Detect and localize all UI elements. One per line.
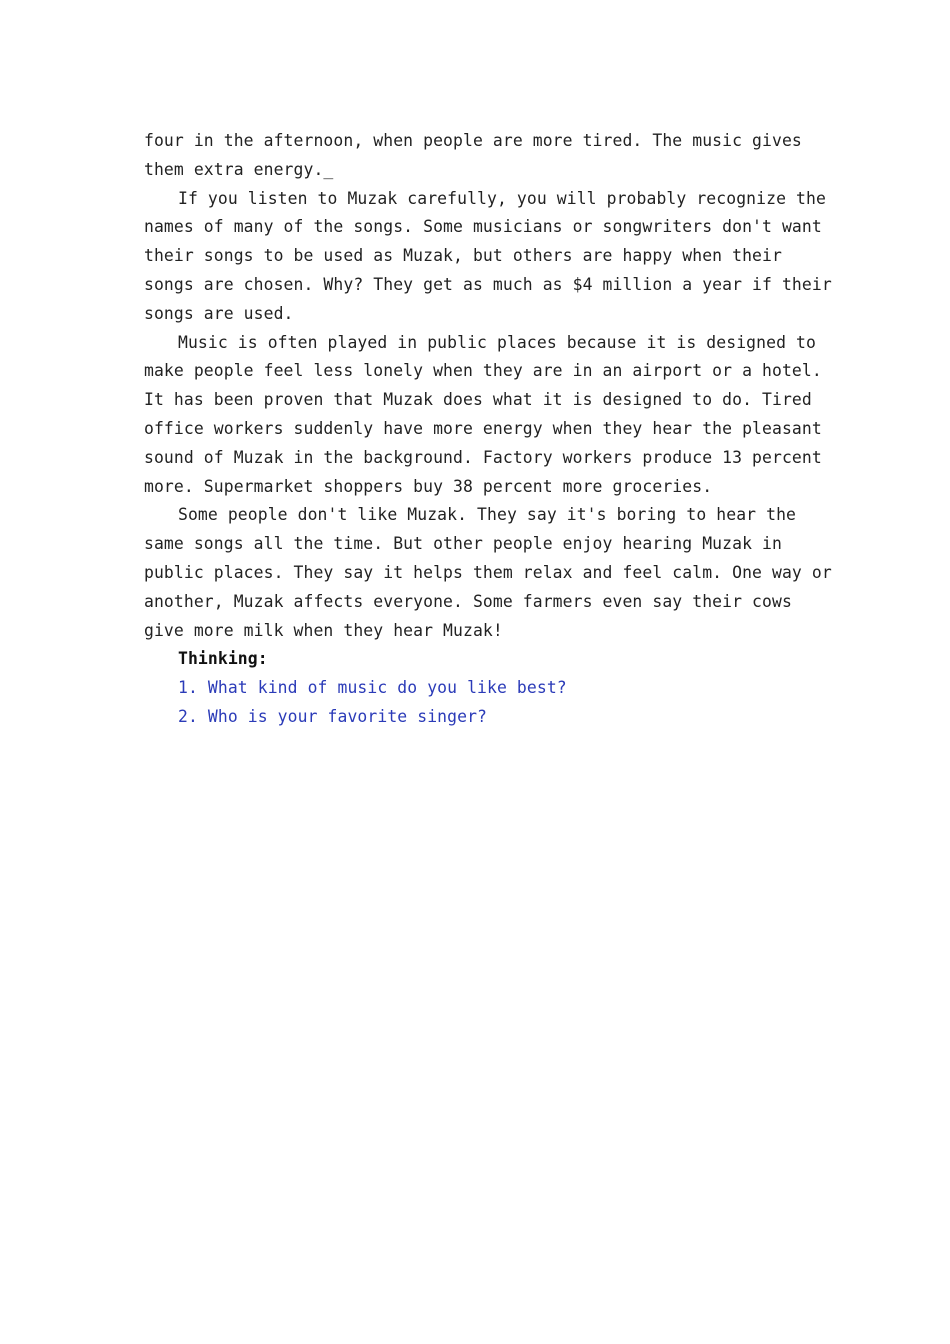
text-line: office workers suddenly have more energy when they hear the pleasant [144,418,822,438]
paragraph-start-line: If you listen to Muzak carefully, you will probably recognize the [178,188,826,208]
thinking-question: 2. Who is your favorite singer? [178,706,488,726]
text-line: sound of Muzak in the background. Factory workers produce 13 percent [144,447,822,467]
text-line: songs are used. [144,303,294,323]
text-line: more. Supermarket shoppers buy 38 percent more groceries. [144,476,713,496]
text-line: them extra energy._ [144,159,334,179]
text-line: four in the afternoon, when people are more tired. The music gives [144,131,802,150]
text-line: give more milk when they hear Muzak! [144,620,503,640]
text-line: It has been proven that Muzak does what it is designed to do. Tired [144,390,812,410]
text-line: make people feel less lonely when they are in an airport or a hotel. [144,361,822,381]
text-line: another, Muzak affects everyone. Some farmers even say their cows [144,591,792,611]
paragraph-start-line: Some people don't like Muzak. They say it's boring to hear the [178,505,797,525]
text-line: their songs to be used as Muzak, but others are happy when their [144,246,782,266]
paragraph-start-line: Music is often played in public places because it is designed to [178,332,816,352]
thinking-question: 1. What kind of music do you like best? [178,678,567,698]
text-line: public places. They say it helps them relax and feel calm. One way or [144,562,832,582]
text-line: same songs all the time. But other people enjoy hearing Muzak in [144,534,782,554]
thinking-heading: Thinking: [178,649,268,669]
article-body [144,127,832,732]
text-line: songs are chosen. Why? They get as much as $4 million a year if their [144,274,832,294]
text-line: names of many of the songs. Some musicians or songwriters don't want [144,217,822,237]
